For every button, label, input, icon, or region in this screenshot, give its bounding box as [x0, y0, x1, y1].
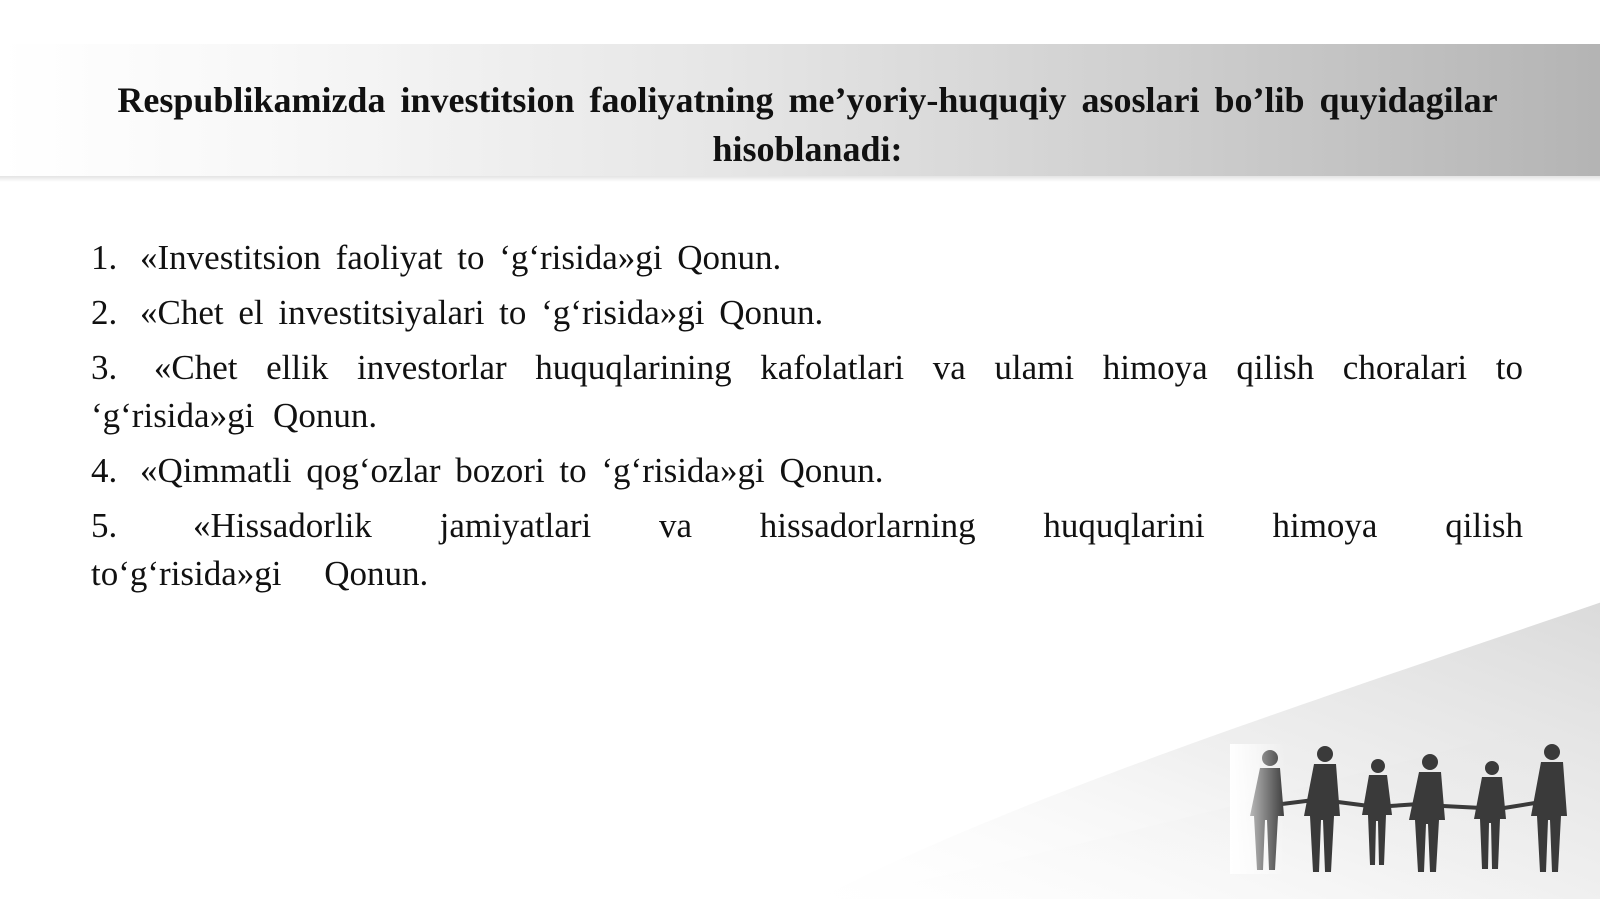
list-item	[91, 234, 1523, 282]
law-list	[91, 234, 1523, 605]
list-item-number: 5.	[91, 506, 118, 545]
list-item	[91, 344, 1523, 440]
list-item-number: 3.	[91, 348, 118, 387]
list-item-text: «Investitsion faoliyat to ‘g‘risida»gi Qonun.	[140, 238, 782, 277]
list-item-text: «Chet ellik investorlar huquqlarining kafolatlari va ulami himoya qilish choralari to ‘g‘risida»gi Qonun.	[91, 348, 1524, 435]
list-item-number: 1.	[91, 238, 118, 277]
list-item-text: «Qimmatli qog‘ozlar bozori to ‘g‘risida»gi Qonun.	[140, 451, 884, 490]
list-item-text: «Chet el investitsiyalari to ‘g‘risida»gi Qonun.	[140, 293, 824, 332]
slide-title: Respublikamizda investitsion faoliyatning me’yoriy-huquqiy asoslari bo’lib quyidagilar hisoblanadi:	[117, 80, 1498, 169]
list-item-text: «Hissadorlik jamiyatlari va hissadorlarning huquqlarini himoya qilish to‘g‘risida»gi Qonun.	[91, 506, 1524, 593]
list-item-number: 4.	[91, 451, 118, 490]
list-item	[91, 447, 1523, 495]
list-item	[91, 289, 1523, 337]
list-item-number: 2.	[91, 293, 118, 332]
people-holding-hands-image	[1230, 744, 1600, 874]
